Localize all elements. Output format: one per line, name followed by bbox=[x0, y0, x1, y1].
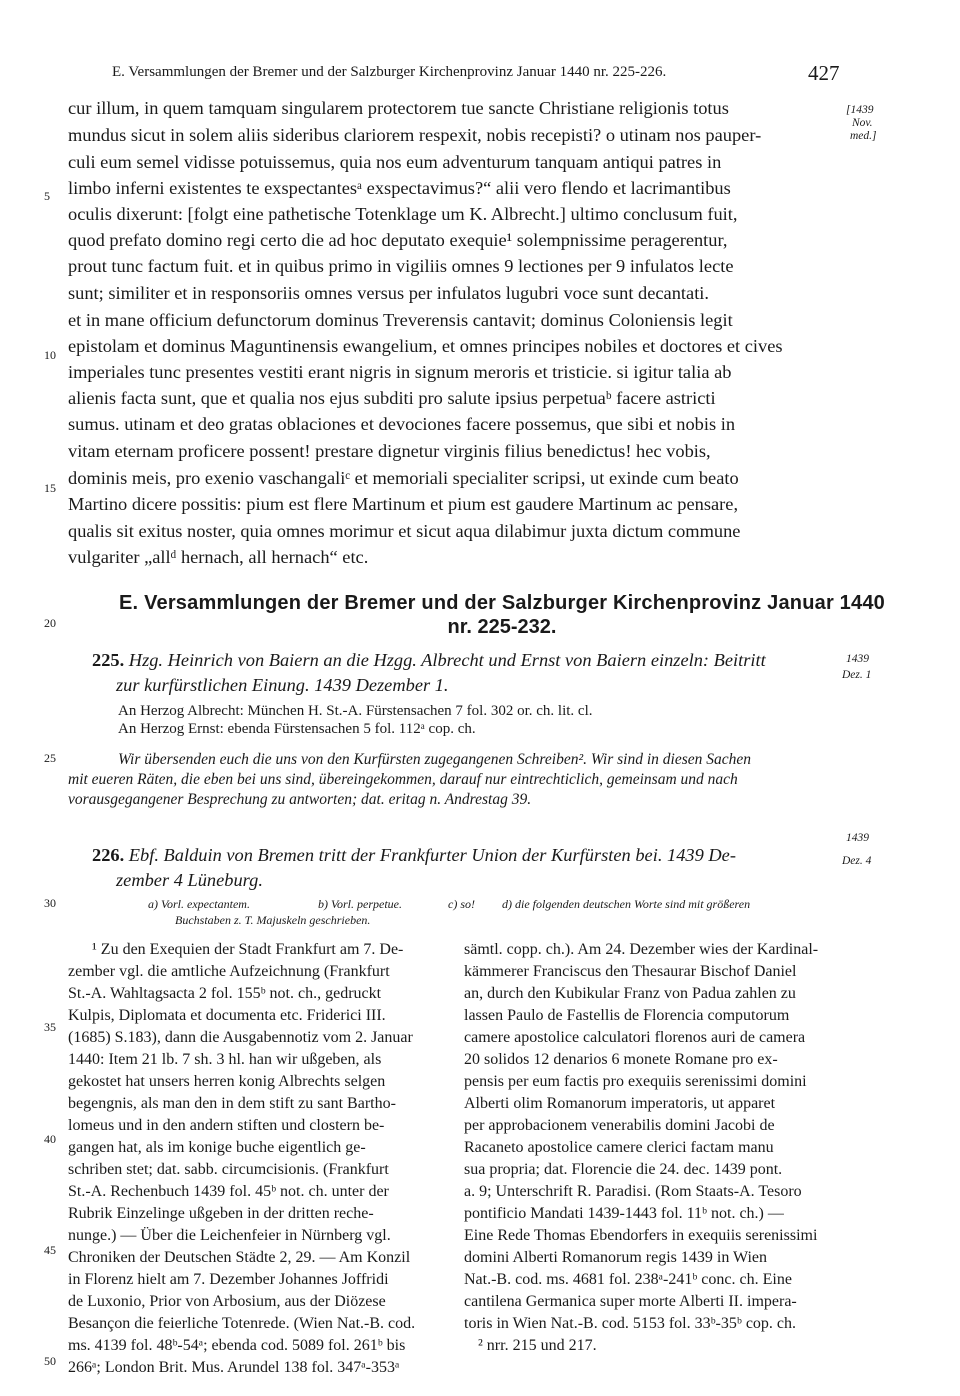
footnote-line: Kulpis, Diplomata et documenta etc. Friderici III. bbox=[68, 1007, 386, 1024]
footnote-line: pensis per eum factis pro exequiis serenissimi domini bbox=[464, 1073, 807, 1090]
margin-note-date-2: Nov. bbox=[852, 117, 873, 129]
footnote-line: pontificio Mandati 1439-1443 fol. 11ᵇ not. ch.) — bbox=[464, 1205, 784, 1222]
line-number: 50 bbox=[44, 1354, 56, 1368]
body-line: culi eum semel vidisse potuissemus, quia nos eum adventurum tanquam antiqui patres in bbox=[68, 152, 722, 172]
running-head: E. Versammlungen der Bremer und der Salzburger Kirchenprovinz Januar 1440 nr. 225-226. bbox=[112, 64, 667, 80]
variant-note-c: c) so! bbox=[448, 897, 475, 911]
line-number: 40 bbox=[44, 1132, 56, 1146]
body-line: quod prefato domino regi certo die ad hoc deputato exequie¹ solempnissime peragerentur, bbox=[68, 230, 728, 250]
body-line: sunt; similiter et in responsoriis omnes versus per infulatos lugubri voce sunt decantati. bbox=[68, 283, 710, 303]
footnote-line: Chroniken der Deutschen Städte 2, 29. — Am Konzil bbox=[68, 1249, 411, 1266]
page-number: 427 bbox=[808, 61, 840, 85]
doc-226-title-line-2: zember 4 Lüneburg. bbox=[116, 870, 263, 890]
footnote-line: schriben stet; dat. sabb. circumcisionis. (Frankfurt bbox=[68, 1161, 389, 1178]
line-number: 20 bbox=[44, 616, 56, 630]
footnote-line: lassen Paulo de Fastellis de Florencia computorum bbox=[464, 1007, 790, 1024]
footnote-line: ms. 4139 fol. 48ᵇ-54ᵃ; ebenda cod. 5089 fol. 261ᵇ bis bbox=[68, 1337, 406, 1354]
footnote-line: ¹ Zu den Exequien der Stadt Frankfurt am 7. De- bbox=[92, 941, 404, 958]
doc-title: Hzg. Heinrich von Baiern an die Hzgg. Albrecht und Ernst von Baiern einzeln: Beitritt bbox=[128, 650, 766, 670]
footnote-line: begengnis, als man den in dem stift zu sant Bartho- bbox=[68, 1095, 396, 1112]
regest-line: mit eueren Räten, die eben bei uns sind, übereingekommen, darauf nur eintrechticlich, gemeinsam und nach bbox=[68, 771, 738, 788]
margin-note-doc-225-year: 1439 bbox=[846, 653, 869, 665]
footnote-line: gekostet hat unsers herren konig Albrechts selgen bbox=[68, 1073, 386, 1090]
margin-note-doc-225-date: Dez. 1 bbox=[842, 669, 872, 681]
footnote-line: 1440: Item 21 lb. 7 sh. 3 hl. han wir ußgeben, als bbox=[68, 1051, 382, 1068]
body-line: cur illum, in quem tamquam singularem protectorem tue sancte Christiane religionis totus bbox=[68, 98, 729, 118]
footnote-line: sämtl. copp. ch.). Am 24. Dezember wies der Kardinal- bbox=[464, 941, 819, 958]
body-line: alienis facta sunt, que et qualia nos ejus subditi pro salute ipsius perpetuaᵇ facere astricti bbox=[68, 388, 716, 408]
variant-note-a: a) Vorl. expectantem. bbox=[148, 897, 250, 911]
body-line: sumus. utinam et deo gratas oblaciones et devociones facere possemus, que sibi et nobis in bbox=[68, 414, 736, 434]
footnote-line: 266ᵃ; London Brit. Mus. Arundel 138 fol. 347ᵃ-353ᵃ bbox=[68, 1359, 400, 1376]
footnote-line: Rubrik Einzelinge ußgeben in der dritten reche- bbox=[68, 1205, 374, 1222]
footnote-line: nunge.) — Über die Leichenfeier in Nürnberg vgl. bbox=[68, 1227, 391, 1244]
regest-line: vorausgegangener Besprechung zu antworten; dat. eritag n. Andrestag 39. bbox=[68, 791, 532, 808]
section-heading: E. Versammlungen der Bremer und der Salzburger Kirchenprovinz Januar 1440 bbox=[119, 592, 885, 614]
body-line: limbo inferni existentes te exspectantesᵃ exspectavimus?“ alii vero flendo et lacrimantibus bbox=[68, 178, 731, 198]
line-number: 10 bbox=[44, 348, 56, 362]
line-number: 15 bbox=[44, 481, 56, 495]
footnote-line: lomeus und in den andern stiften und clostern be- bbox=[68, 1117, 385, 1134]
body-line: et in mane officium defunctorum dominus Treverensis cantavit; dominus Coloniensis legit bbox=[68, 310, 733, 330]
body-line: mundus sicut in solem aliis sideribus clariorem respexit, nobis recepisti? o utinam nos pauper- bbox=[68, 125, 762, 145]
footnote-line: Alberti olim Romanorum imperatoris, ut apparet bbox=[464, 1095, 776, 1112]
footnote-line: de Luxonio, Prior von Arbosium, aus der Diözese bbox=[68, 1293, 386, 1310]
footnote-line: per approbacionem venerabilis domini Jacobi de bbox=[464, 1117, 775, 1134]
body-line: vulgariter „allᵈ hernach, all hernach“ etc. bbox=[68, 547, 369, 567]
body-line: Martino dicere possitis: pium est flere Martinum et pium est gaudere Martinum ac pensare, bbox=[68, 494, 739, 514]
footnote-line: Besançon die feierliche Totenrede. (Wien Nat.-B. cod. bbox=[68, 1315, 416, 1332]
line-number: 25 bbox=[44, 751, 56, 765]
doc-225-title-line-1 bbox=[92, 650, 766, 671]
footnote-line: zember vgl. die amtliche Aufzeichnung (Frankfurt bbox=[68, 963, 390, 980]
footnote-line: toris in Wien Nat.-B. cod. 5153 fol. 33ᵇ-35ᵇ cop. ch. bbox=[464, 1315, 797, 1332]
body-line: oculis dixerunt: [folgt eine pathetische Totenklage um K. Albrecht.] ultimo conclusum fuit, bbox=[68, 204, 738, 224]
margin-note-doc-226-year: 1439 bbox=[846, 832, 869, 844]
footnote-line: sua propria; dat. Florencie die 24. dec. 1439 pont. bbox=[464, 1161, 783, 1178]
footnote-line: in Florenz hielt am 7. Dezember Johannes Joffridi bbox=[68, 1271, 389, 1288]
footnote-line: St.-A. Rechenbuch 1439 fol. 45ᵇ not. ch. unter der bbox=[68, 1183, 389, 1200]
line-number: 35 bbox=[44, 1020, 56, 1034]
source-line: An Herzog Albrecht: München H. St.-A. Fürstensachen 7 fol. 302 or. ch. lit. cl. bbox=[118, 703, 593, 719]
footnote-line: Racaneto apostolice camere clerici factam manu bbox=[464, 1139, 774, 1156]
footnote-line: an, durch den Kubikular Franz von Padua zahlen zu bbox=[464, 985, 796, 1002]
variant-note-a-cont: Buchstaben z. T. Majuskeln geschrieben. bbox=[175, 913, 371, 927]
footnote-line: a. 9; Unterschrift R. Paradisi. (Rom Staats-A. Tesoro bbox=[464, 1183, 802, 1200]
body-line: epistolam et dominus Maguntinensis ewangelium, et omnes principes nobiles et doctores et cives bbox=[68, 336, 783, 356]
line-number: 5 bbox=[44, 189, 50, 203]
footnote-line: gangen hat, als im konige buche eigentlich ge- bbox=[68, 1139, 366, 1156]
footnote-line: Eine Rede Thomas Ebendorfers in exequiis serenissimi bbox=[464, 1227, 818, 1244]
doc-number: 225. bbox=[92, 650, 125, 670]
margin-note-date-3: med.] bbox=[850, 130, 877, 142]
margin-note-doc-226-date: Dez. 4 bbox=[842, 855, 872, 867]
footnote-line: kämmerer Franciscus den Thesaurar Bischof Daniel bbox=[464, 963, 797, 980]
variant-note-b: b) Vorl. perpetue. bbox=[318, 897, 402, 911]
footnote-line: camere apostolice calculatori florenos auri de camera bbox=[464, 1029, 806, 1046]
body-line: prout tunc factum fuit. et in quibus primo in vigiliis omnes 9 lectiones per 9 infulatos lecte bbox=[68, 256, 734, 276]
regest-line: Wir übersenden euch die uns von den Kurfürsten zugegangenen Schreiben². Wir sind in diesen Sachen bbox=[118, 751, 752, 768]
source-line: An Herzog Ernst: ebenda Fürstensachen 5 fol. 112ᵃ cop. ch. bbox=[118, 721, 476, 737]
doc-number: 226. bbox=[92, 845, 125, 865]
doc-title: Ebf. Balduin von Bremen tritt der Frankfurter Union der Kurfürsten bei. 1439 De- bbox=[128, 845, 736, 865]
body-line: vitam eternam proficere possent! prestare dignetur virginis filius benedictus! hec vobis, bbox=[68, 441, 711, 461]
footnote-line: cantilena Germanica super morte Alberti II. impera- bbox=[464, 1293, 797, 1310]
footnote-line: (1685) S.183), dann die Ausgabennotiz vom 2. Januar bbox=[68, 1029, 413, 1046]
footnote-line: 20 solidos 12 denarios 6 monete Romane pro ex- bbox=[464, 1051, 778, 1068]
doc-226-title-line-1 bbox=[92, 845, 736, 866]
line-number: 30 bbox=[44, 896, 56, 910]
doc-225-title-line-2: zur kurfürstlichen Einung. 1439 Dezember 1. bbox=[116, 675, 449, 695]
body-line: imperiales tunc presentes vestiti erant nigris in signum meroris et tristicie. si igitur talia ab bbox=[68, 362, 732, 382]
footnote-line: domini Alberti Romanorum regis 1439 in Wien bbox=[464, 1249, 768, 1266]
line-number: 45 bbox=[44, 1243, 56, 1257]
footnote-line: Nat.-B. cod. ms. 4681 fol. 238ᵃ-241ᵇ conc. ch. Eine bbox=[464, 1271, 792, 1288]
footnote-line: ² nrr. 215 und 217. bbox=[478, 1337, 597, 1354]
body-line: dominis meis, pro exenio vaschangaliᶜ et memoriali specialiter scripsi, ut exinde cum beato bbox=[68, 468, 739, 488]
footnote-line: St.-A. Wahltagsacta 2 fol. 155ᵇ not. ch., gedruckt bbox=[68, 985, 382, 1002]
body-line: qualis sit exitus noster, quia omnes morimur et sicut aqua dilabimur juxta dictum commune bbox=[68, 521, 741, 541]
variant-note-d: d) die folgenden deutschen Worte sind mit größeren bbox=[502, 897, 751, 911]
margin-note-date-1: [1439 bbox=[846, 104, 874, 116]
section-heading-subtitle: nr. 225-232. bbox=[447, 616, 557, 638]
